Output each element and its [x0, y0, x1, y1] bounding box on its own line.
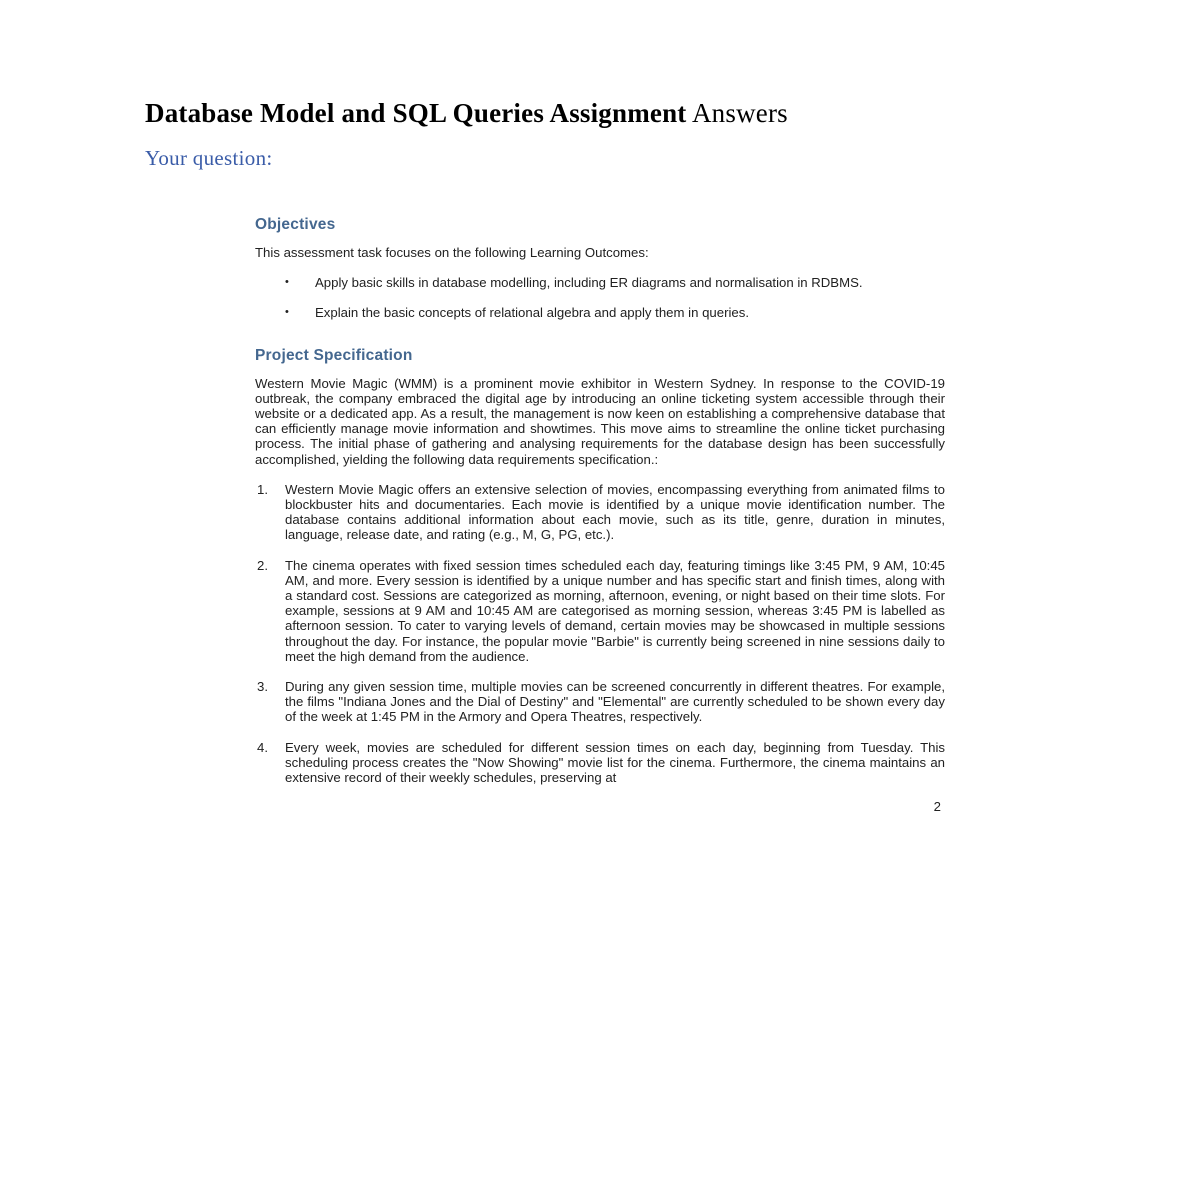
requirement-number: 4. — [257, 739, 268, 755]
question-label: Your question: — [145, 146, 273, 170]
bullet-icon: • — [285, 276, 289, 289]
bullet-text: Apply basic skills in database modelling, including ER diagrams and normalisation in RDBMS. — [315, 275, 863, 291]
project-specification-heading: Project Specification — [255, 346, 413, 364]
requirement-text: Every week, movies are scheduled for different session times on each day, beginning from Tuesday. This scheduling process creates the "Now Showing" movie list for the cinema. Furthermore, the cinema maintains an extensive record of their weekly schedules, preserving at — [285, 739, 945, 786]
requirement-text: Western Movie Magic offers an extensive selection of movies, encompassing everything from animated films to blockbuster hits and documentaries. Each movie is identified by a unique movie identification number. The database contains additional information about each movie, such as its title, genre, duration in minutes, language, release date, and rating (e.g., M, G, PG, etc.). — [285, 481, 945, 543]
objectives-bullet-1 — [255, 275, 945, 290]
bullet-text: Explain the basic concepts of relational algebra and apply them in queries. — [315, 305, 749, 321]
objectives-heading: Objectives — [255, 216, 336, 233]
requirement-item-2 — [255, 558, 945, 664]
bullet-icon: • — [285, 306, 289, 319]
requirement-number: 1. — [257, 481, 268, 497]
requirement-text: During any given session time, multiple movies can be screened concurrently in different theatres. For example, the films "Indiana Jones and the Dial of Destiny" and "Elemental" are currently scheduled to be shown every day of the week at 1:45 PM in the Armory and Opera Theatres, respectively. — [285, 679, 945, 725]
title-suffix: Answers — [691, 98, 788, 128]
embedded-document — [255, 216, 945, 814]
objectives-bullet-2 — [255, 305, 945, 320]
project-specification-intro: Western Movie Magic (WMM) is a prominent movie exhibitor in Western Sydney. In response to the COVID-19 outbreak, the company embraced the digital age by introducing an online ticketing system accessible through their website or a dedicated app. As a result, the management is now keen on establishing a comprehensive database that can efficiently manage movie information and showtimes. This move aims to streamline the online ticket purchasing process. The initial phase of gathering and analysing requirements for the database design has been successfully accomplished, yielding the following data requirements specification.: — [255, 375, 945, 467]
requirement-item-3 — [255, 679, 945, 725]
title-main: Database Model and SQL Queries Assignment — [145, 98, 687, 128]
requirement-number: 3. — [257, 679, 268, 695]
page-number: 2 — [933, 799, 941, 815]
requirement-item-1 — [255, 482, 945, 543]
requirement-text: The cinema operates with fixed session times scheduled each day, featuring timings like 3:45 PM, 9 AM, 10:45 AM, and more. Every session is identified by a unique number and has specific start and finish times, along with a standard cost. Sessions are categorized as morning, afternoon, evening, or night based on their time slots. For example, sessions at 9 AM and 10:45 AM are categorised as morning session, whereas 3:45 PM is labelled as afternoon session. To cater to varying levels of demand, certain movies may be showcased in multiple sessions throughout the day. For instance, the popular movie "Barbie" is currently being screened in nine sessions daily to meet the high demand from the audience. — [285, 557, 945, 664]
requirement-item-4 — [255, 740, 945, 786]
objectives-intro: This assessment task focuses on the following Learning Outcomes: — [255, 245, 649, 260]
page-title — [145, 98, 788, 129]
requirement-number: 2. — [257, 557, 268, 573]
